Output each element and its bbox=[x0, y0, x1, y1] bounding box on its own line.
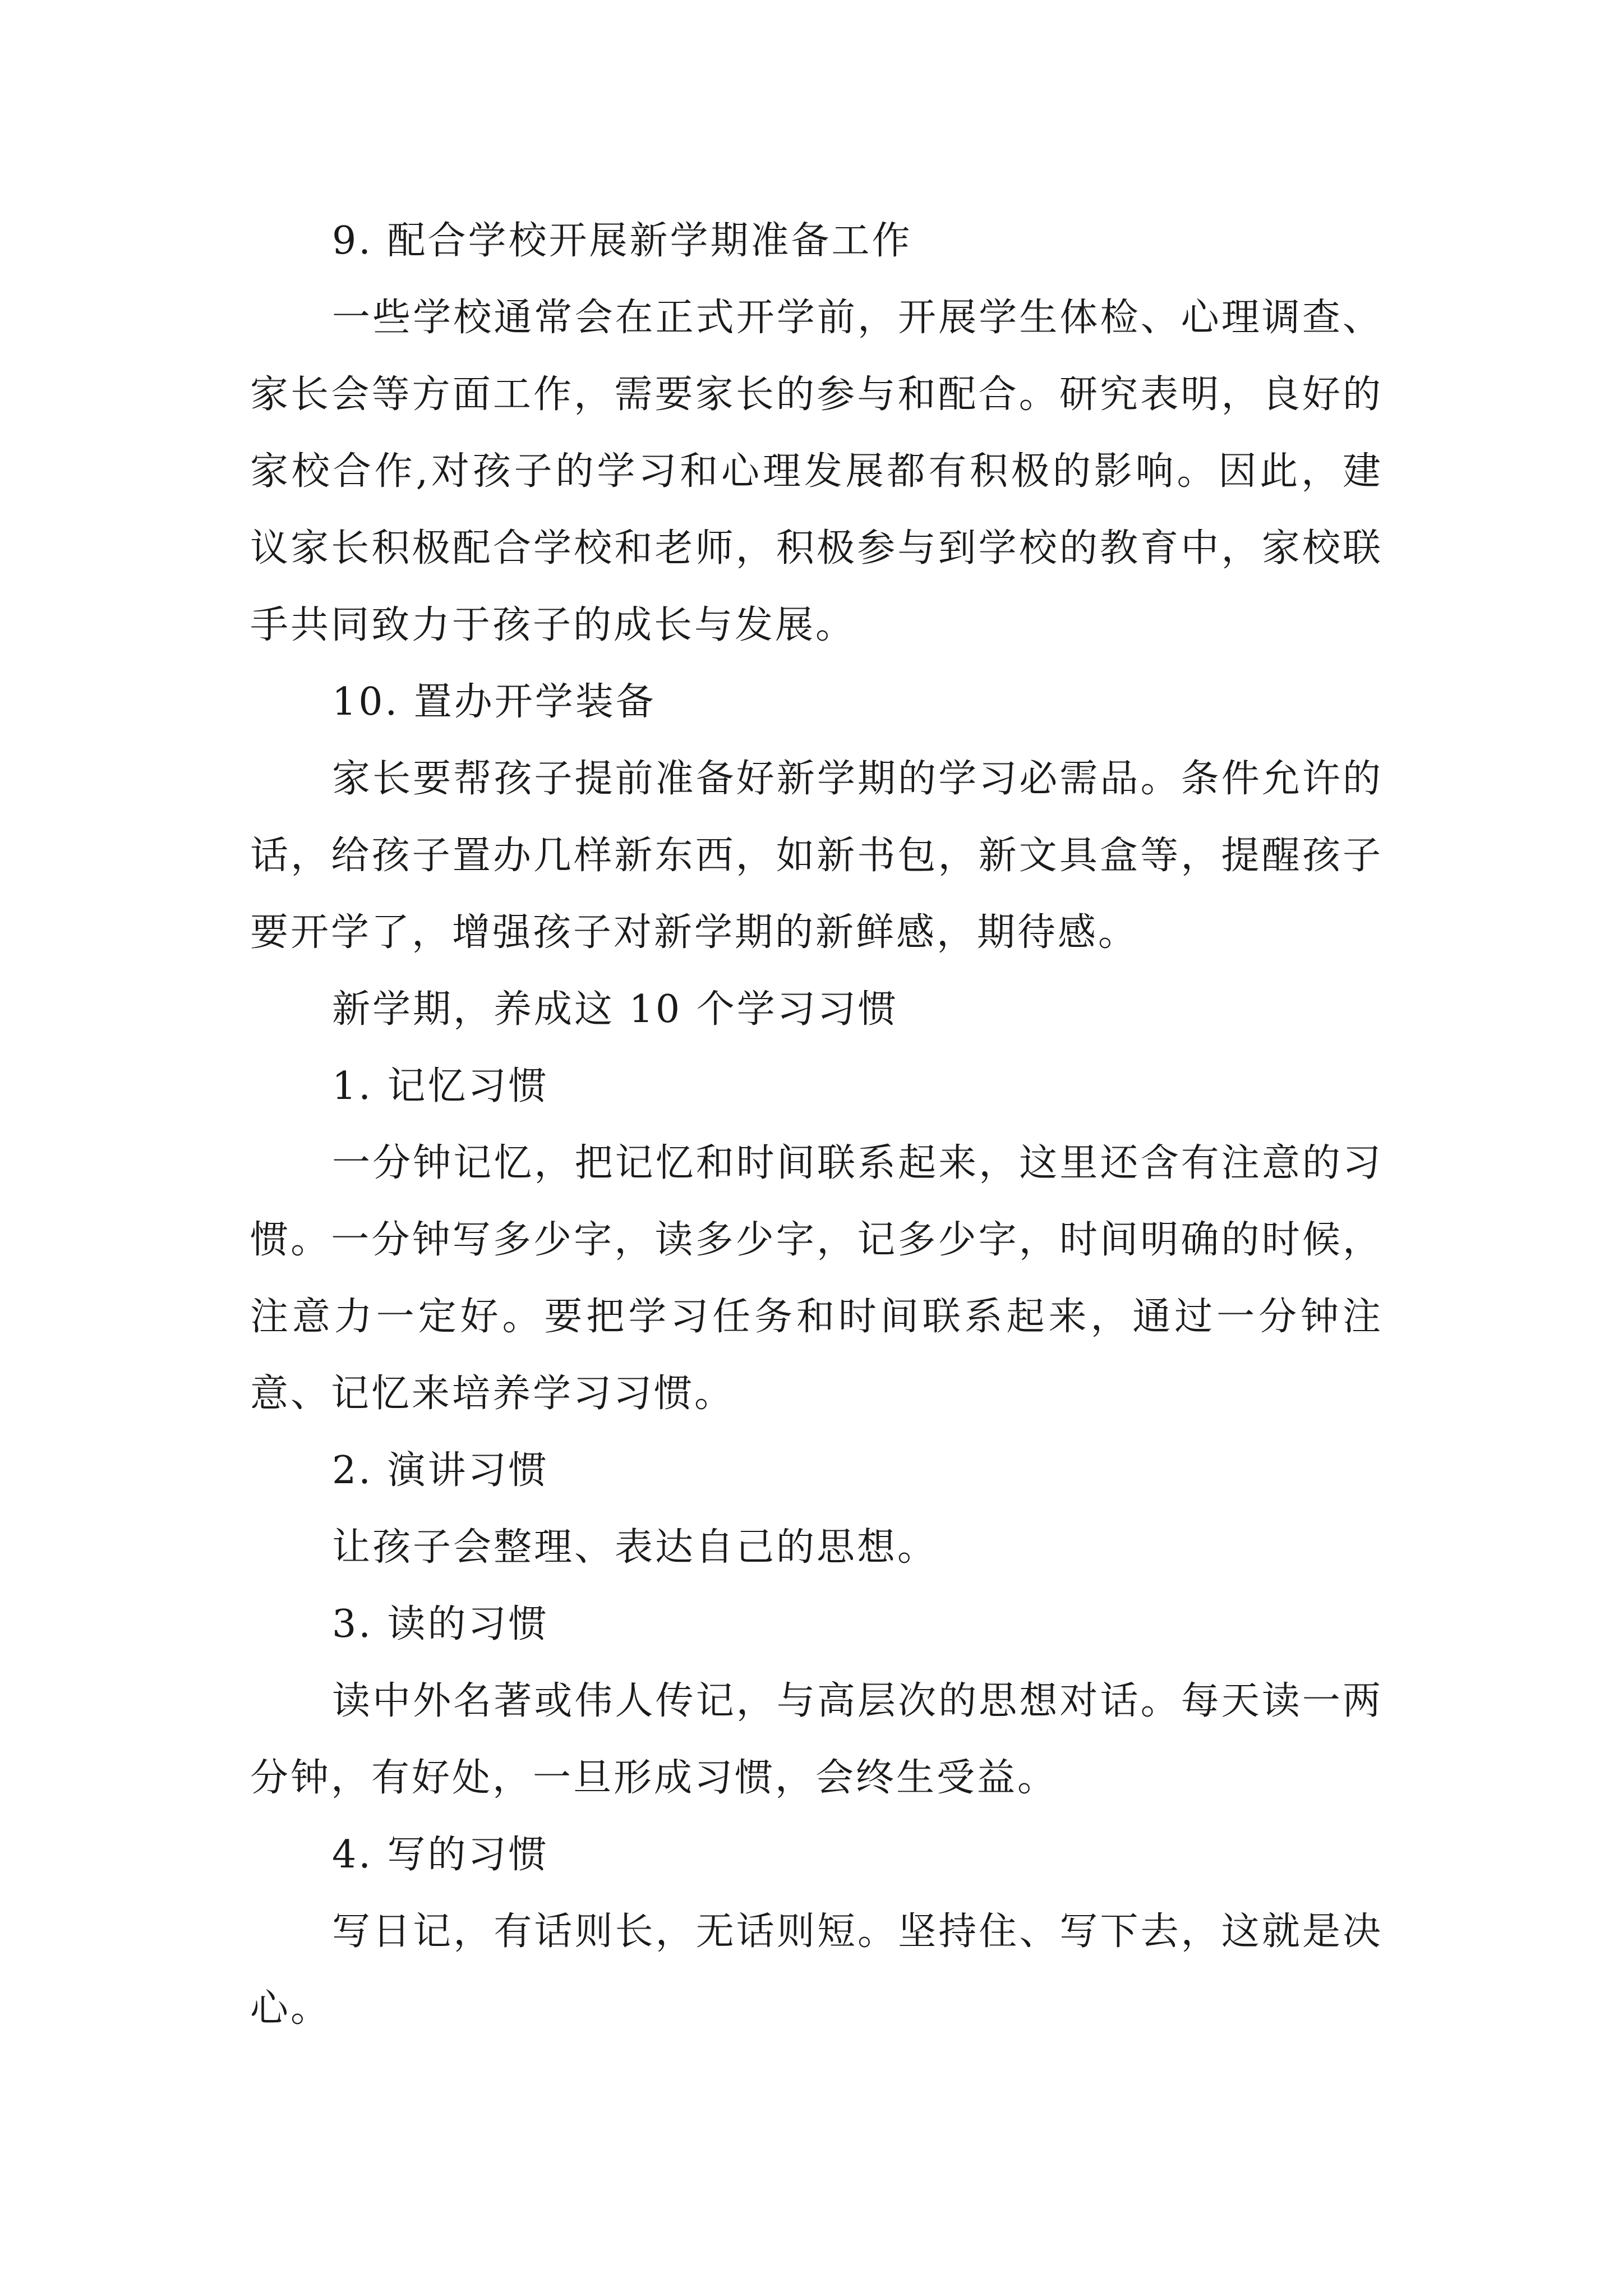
section-title: 新学期，养成这 10 个学习习惯 bbox=[332, 987, 898, 1032]
body-paragraph: 让孩子会整理、表达自己的思想。 bbox=[332, 1525, 938, 1570]
habit-heading-2: 2. 演讲习惯 bbox=[332, 1448, 549, 1493]
section-heading-9: 9. 配合学校开展新学期准备工作 bbox=[332, 219, 912, 263]
document-body bbox=[250, 203, 1383, 2047]
body-paragraph: 写日记，有话则长，无话则短。坚持住、写下去，这就是决心。 bbox=[250, 1910, 1383, 2031]
habit-heading-1: 1. 记忆习惯 bbox=[332, 1064, 549, 1108]
body-paragraph: 读中外名著或伟人传记，与高层次的思想对话。每天读一两分钟，有好处，一旦形成习惯，会终生受益。 bbox=[250, 1679, 1383, 1800]
section-heading-10: 10. 置办开学装备 bbox=[332, 680, 656, 724]
body-paragraph: 一些学校通常会在正式开学前，开展学生体检、心理调查、家长会等方面工作，需要家长的参与和配合。研究表明，良好的家校合作,对孩子的学习和心理发展都有积极的影响。因此，建议家长积极配合学校和老师，积极参与到学校的教育中，家校联手共同致力于孩子的成长与发展。 bbox=[250, 296, 1383, 647]
body-paragraph: 一分钟记忆，把记忆和时间联系起来，这里还含有注意的习惯。一分钟写多少字，读多少字，记多少字，时间明确的时候，注意力一定好。要把学习任务和时间联系起来，通过一分钟注意、记忆来培养学习习惯。 bbox=[250, 1141, 1383, 1416]
habit-heading-3: 3. 读的习惯 bbox=[332, 1602, 549, 1646]
habit-heading-4: 4. 写的习惯 bbox=[332, 1833, 549, 1877]
body-paragraph: 家长要帮孩子提前准备好新学期的学习必需品。条件允许的话，给孩子置办几样新东西，如新书包，新文具盒等，提醒孩子要开学了，增强孩子对新学期的新鲜感，期待感。 bbox=[250, 757, 1383, 955]
